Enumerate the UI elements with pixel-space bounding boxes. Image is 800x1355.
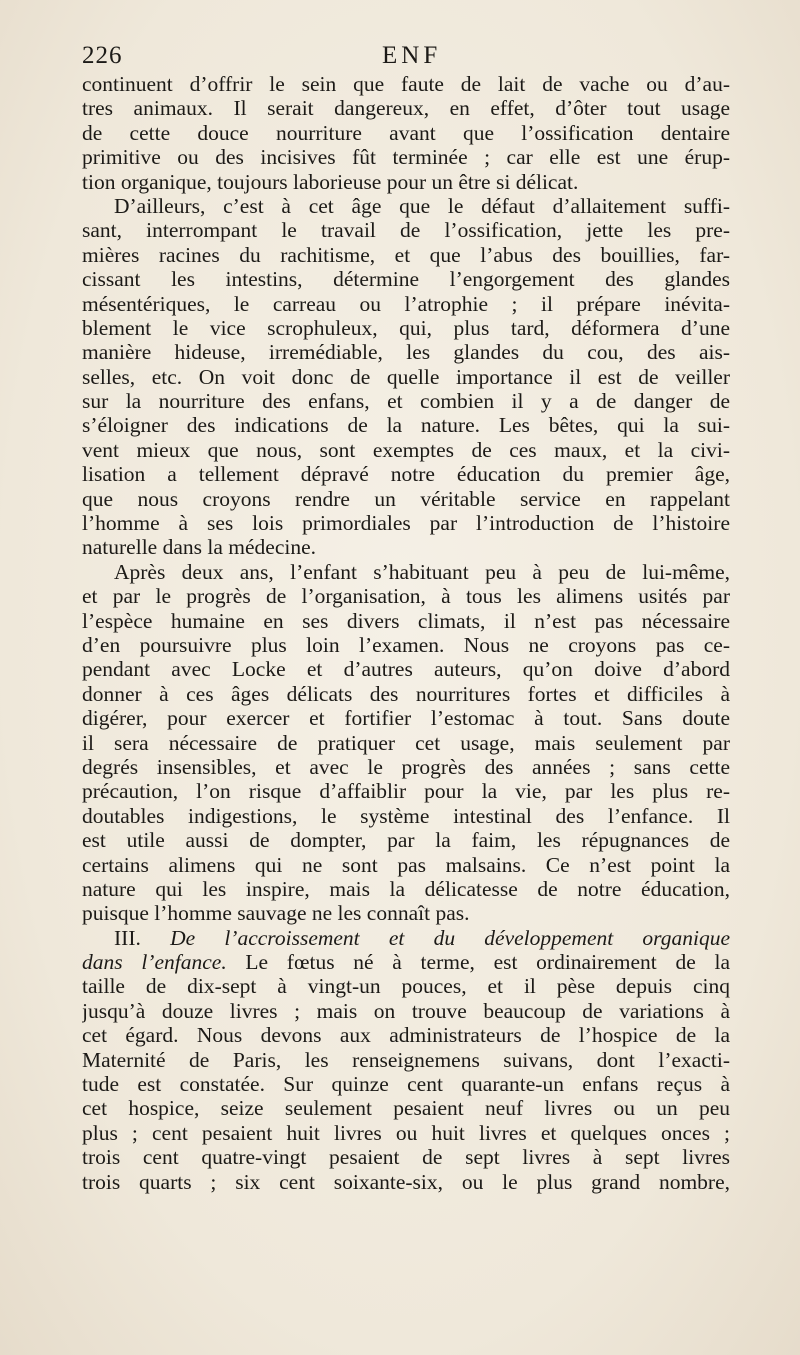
text-line: Maternité de Paris, les renseignemens suivans, dont l’exacti- [82, 1047, 730, 1072]
text-line [82, 926, 730, 950]
text-line: mésentériques, le carreau ou l’atrophie ; il prépare inévita- [82, 291, 730, 316]
text-line: selles, etc. On voit donc de quelle importance il est de veiller [82, 364, 730, 389]
text-segment: III. [114, 925, 171, 950]
text-line: taille de dix-sept à vingt-un pouces, et il pèse depuis cinq [82, 974, 730, 999]
text-line: précaution, l’on risque d’affaiblir pour la vie, par les plus re- [82, 779, 730, 804]
running-head: ENF [382, 42, 442, 69]
body-text [82, 72, 730, 1194]
text-line: de cette douce nourriture avant que l’ossification dentaire [82, 120, 730, 145]
text-line: blement le vice scrophuleux, qui, plus tard, déformera d’une [82, 315, 730, 340]
text-line: primitive ou des incisives fût terminée ; car elle est une érup- [82, 145, 730, 170]
text-line: Après deux ans, l’enfant s’habituant peu à peu de lui-même, [114, 559, 730, 584]
text-line: plus ; cent pesaient huit livres ou huit livres et quelques onces ; [82, 1120, 730, 1145]
text-line: puisque l’homme sauvage ne les connaît pas. [82, 901, 470, 926]
text-line: jusqu’à douze livres ; mais on trouve beaucoup de variations à [82, 998, 730, 1023]
text-line: sur la nourriture des enfans, et combien il y a de danger de [82, 389, 730, 414]
text-line: lisation a tellement dépravé notre éducation du premier âge, [82, 462, 730, 487]
italic-heading-text: De l’accroissement et du développement organique [170, 925, 730, 950]
text-line: naturelle dans la médecine. [82, 535, 317, 560]
text-line: il sera nécessaire de pratiquer cet usage, mais seulement par [82, 730, 730, 755]
text-line: et par le progrès de l’organisation, à tous les alimens usités par [82, 584, 730, 609]
text-line: mières racines du rachitisme, et que l’abus des bouillies, far- [82, 242, 730, 267]
text-line: donner à ces âges délicats des nourritures fortes et difficiles à [82, 681, 730, 706]
text-line: continuent d’offrir le sein que faute de lait de vache ou d’au- [82, 72, 730, 96]
text-line: s’éloigner des indications de la nature. Les bêtes, qui la sui- [82, 413, 730, 438]
text-line: trois cent quatre-vingt pesaient de sept livres à sept livres [82, 1145, 730, 1170]
text-line: vent mieux que nous, sont exemptes de ces maux, et la civi- [82, 437, 730, 462]
text-line [82, 950, 730, 974]
text-line: sant, interrompant le travail de l’ossification, jette les pre- [82, 218, 730, 243]
italic-heading-text: dans l’enfance. [82, 950, 227, 975]
text-line: certains alimens qui ne sont pas malsains. Ce n’est point la [82, 852, 730, 877]
text-line: D’ailleurs, c’est à cet âge que le défaut d’allaitement suffi- [114, 193, 730, 218]
text-line: digérer, pour exercer et fortifier l’estomac à tout. Sans doute [82, 706, 730, 731]
text-line: tude est constatée. Sur quinze cent quarante-un enfans reçus à [82, 1072, 730, 1097]
text-line: trois quarts ; six cent soixante-six, ou le plus grand nombre, [82, 1169, 730, 1194]
text-line: cet égard. Nous devons aux administrateurs de l’hospice de la [82, 1023, 730, 1048]
text-line: d’en poursuivre plus loin l’examen. Nous ne croyons pas ce- [82, 632, 730, 657]
text-line: degrés insensibles, et avec le progrès des années ; sans cette [82, 754, 730, 779]
text-segment: Le fœtus né à terme, est ordinairement de la [226, 950, 730, 975]
text-line: est utile aussi de dompter, par la faim, les répugnances de [82, 828, 730, 853]
page-number: 226 [82, 42, 123, 69]
text-line: que nous croyons rendre un véritable service en rappelant [82, 486, 730, 511]
text-line: l’espèce humaine en ses divers climats, il n’est pas nécessaire [82, 608, 730, 633]
text-line: pendant avec Locke et d’autres auteurs, qu’on doive d’abord [82, 657, 730, 682]
text-line: nature qui les inspire, mais la délicatesse de notre éducation, [82, 876, 730, 901]
text-line: doutables indigestions, le système intestinal des l’enfance. Il [82, 803, 730, 828]
text-line: cissant les intestins, détermine l’engorgement des glandes [82, 267, 730, 292]
text-line: tres animaux. Il serait dangereux, en effet, d’ôter tout usage [82, 96, 730, 121]
text-line: cet hospice, seize seulement pesaient neuf livres ou un peu [82, 1096, 730, 1121]
text-line: manière hideuse, irremédiable, les glandes du cou, des ais- [82, 340, 730, 365]
text-line: tion organique, toujours laborieuse pour un être si délicat. [82, 169, 579, 194]
text-line: l’homme à ses lois primordiales par l’introduction de l’histoire [82, 511, 730, 536]
page-header [82, 42, 728, 74]
